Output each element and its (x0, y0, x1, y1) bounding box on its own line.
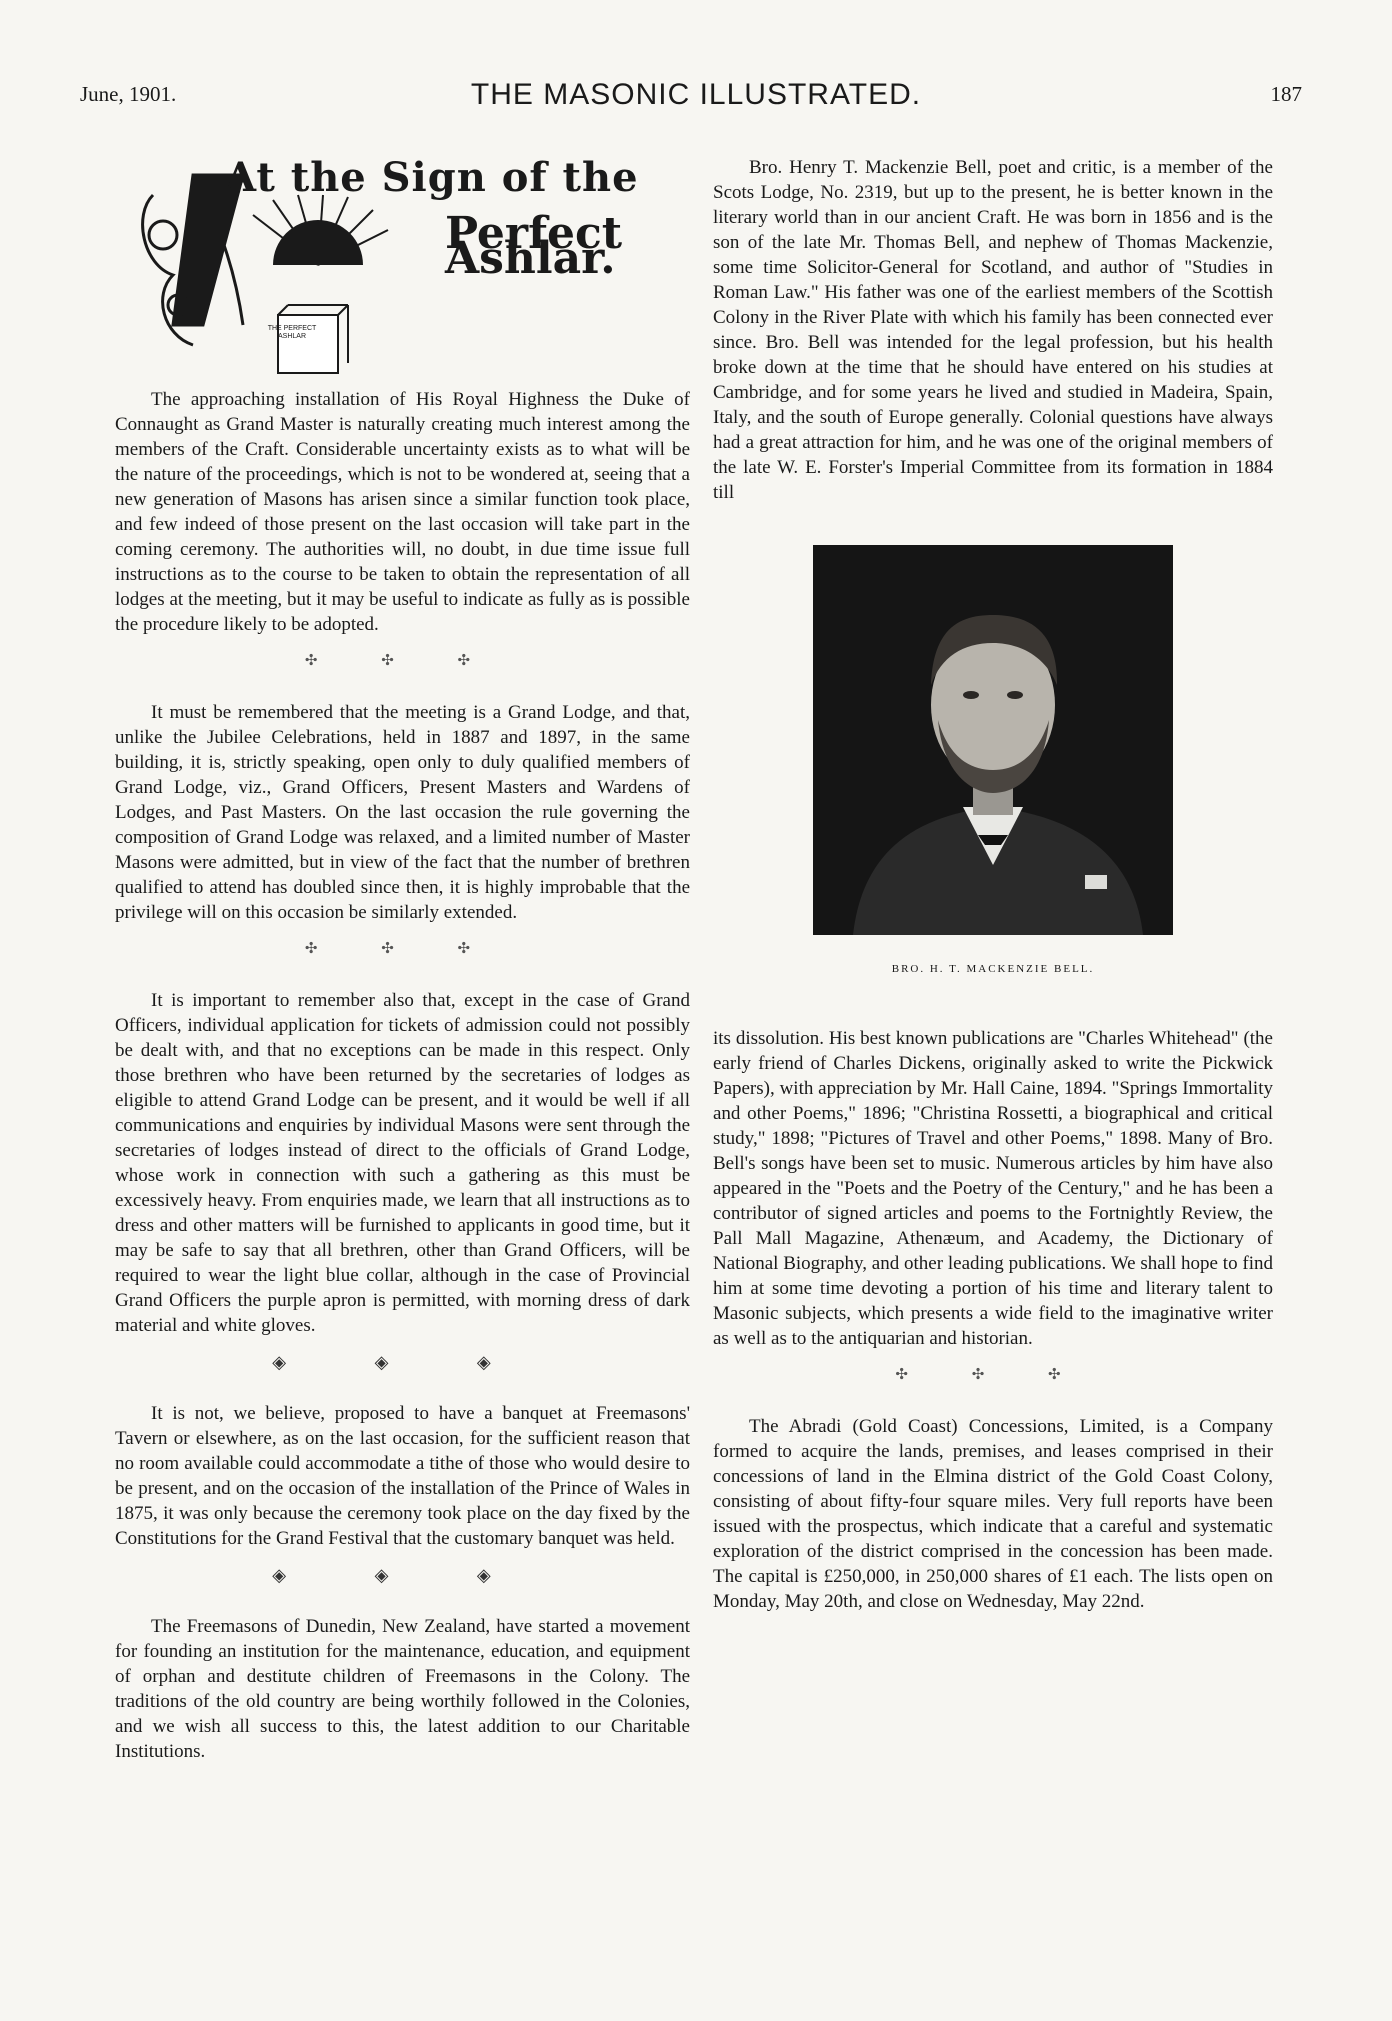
paragraph-bell-biography: Bro. Henry T. Mackenzie Bell, poet and critic, is a member of the Scots Lodge, No. 2319, but up to the present, he is better known in the literary world than in our ancient Craft. He was born in 1856 and is the son of the late Mr. Thomas Bell, and nephew of Thomas Mackenzie, some time Solicitor-General for Scotland, and author of "Studies in Roman Law." His father was one of the earliest members of the Scottish Colony in the River Plate with which his family has been connected ever since. Bro. Bell was intended for the legal profession, but his health broke down at the time that he should have entered on his studies at Cambridge, and for some years he lived and studied in Madeira, Spain, Italy, and the south of Europe generally. Colonial questions have always had a great attraction for him, and he was one of the original members of the late W. E. Forster's Imperial Committee from its formation in 1884 till (713, 157, 1273, 503)
section-divider: ◈ ◈ ◈ (272, 1352, 533, 1372)
portrait-caption: BRO. H. T. MACKENZIE BELL. (891, 963, 1095, 975)
page-number: 187 (1270, 82, 1302, 106)
right-column (713, 155, 1273, 1614)
ashlar-block-label: THE PERFECT ASHLAR (267, 325, 317, 340)
section-heading-logo (115, 155, 690, 375)
paragraph-tickets: It is important to remember also that, except in the case of Grand Officers, individual application for tickets of admission could not possibly be dealt with, and that no exceptions can be made in this respect. Only those brethren who have been returned by the secretaries of lodges as eligible to attend Grand Lodge can be present, and it would be well if all communications and enquiries by individual Masons were sent through the secretaries of lodges instead of direct to the officials of Grand Lodge, whose work in connection with such a gathering as this must be excessively heavy. From enquiries made, we learn that all instructions as to dress and other matters will be furnished to applicants in good time, but it may be safe to say that all brethren, other than Grand Officers, will be required to wear the light blue collar, although in the case of Provincial Grand Officers the purple apron is permitted, with morning dress of dark material and white gloves. (115, 990, 690, 1336)
section-divider: ✣ ✣ ✣ (895, 1367, 1091, 1383)
paragraph-abradi-concessions: The Abradi (Gold Coast) Concessions, Limited, is a Company formed to acquire the lands, premises, and leases comprised in their concessions of land in the Elmina district of the Gold Coast Colony, consisting of about fifty-four square miles. Very full reports have been issued with the prospectus, which indicate that a careful and systematic exploration of the district comprised in the concession has been made. The capital is £250,000, in 250,000 shares of £1 each. The lists open on Monday, May 20th, and close on Wednesday, May 22nd. (713, 1416, 1273, 1612)
paragraph-bell-publications: its dissolution. His best known publications are "Charles Whitehead" (the early friend of Charles Dickens, originally asked to write the Pickwick Papers), with appreciation by Mr. Hall Caine, 1894. "Springs Immortality and other Poems," 1896; "Christina Rossetti, a biographical and critical study," 1898; "Pictures of Travel and other Poems," 1898. Many of Bro. Bell's songs have been set to music. Numerous articles by him have also appeared in the "Poets and the Poetry of the Century," and he has been a contributor of signed articles and poems to the Fortnightly Review, the Pall Mall Magazine, Athenæum, and Academy, the Dictionary of National Biography, and other leading publications. We shall hope to find him at some time devoting a portion of his time and literary talent to Masonic subjects, which presents a wide field to the imaginative writer as well as to the antiquarian and historian. (713, 1028, 1273, 1349)
logo-line-2: Perfect Ashlar. (445, 208, 623, 284)
paragraph-grand-lodge: It must be remembered that the meeting is a Grand Lodge, and that, unlike the Jubilee Celebrations, held in 1887 and 1897, in the same building, it is, strictly speaking, open only to duly qualified members of Grand Lodge, viz., Grand Officers, Present Masters and Wardens of Lodges, and Past Masters. On the last occasion the rule governing the composition of Grand Lodge was relaxed, and a limited number of Master Masons were admitted, but in view of the fact that the number of brethren qualified to attend has doubled since then, it is highly improbable that the privilege will on this occasion be similarly extended. (115, 702, 690, 923)
paragraph-dunedin: The Freemasons of Dunedin, New Zealand, have started a movement for founding an institution for the maintenance, education, and equipment of orphan and destitute children of Freemasons in the Colony. The traditions of the old country are being worthily followed in the Colonies, and we wish all success to this, the latest addition to our Charitable Institutions. (115, 1616, 690, 1762)
portrait-photo (813, 545, 1173, 935)
logo-line-1: At the Sign of the (225, 154, 639, 201)
left-column (115, 155, 690, 1764)
issue-date: June, 1901. (80, 82, 177, 106)
portrait-figure (813, 545, 1173, 982)
paragraph-installation: The approaching installation of His Royal Highness the Duke of Connaught as Grand Master is naturally creating much interest among the members of the Craft. Considerable uncertainty exists as to what will be the nature of the proceedings, which is not to be wondered at, seeing that a new generation of Masons has arisen since a similar function took place, and few indeed of those present on the last occasion will take part in the coming ceremony. The authorities will, no doubt, in due time issue full instructions as to the course to be taken to obtain the representation of all lodges at the meeting, but it may be useful to indicate as fully as is possible the procedure likely to be adopted. (115, 389, 690, 635)
section-divider: ✣ ✣ ✣ (304, 653, 501, 669)
section-divider: ✣ ✣ ✣ (304, 941, 501, 957)
masthead-title: THE MASONIC ILLUSTRATED. (470, 78, 922, 111)
section-divider: ◈ ◈ ◈ (272, 1565, 533, 1585)
paragraph-banquet: It is not, we believe, proposed to have a banquet at Freemasons' Tavern or elsewhere, as on the last occasion, for the sufficient reason that no room available could accommodate a tithe of those who would desire to be present, and on the occasion of the installation of the Prince of Wales in 1875, it was only because the ceremony took place on the day fixed by the Constitutions for the Grand Festival that the customary banquet was held. (115, 1403, 690, 1549)
page-header (0, 78, 1392, 118)
portrait-illustration (813, 545, 1173, 935)
